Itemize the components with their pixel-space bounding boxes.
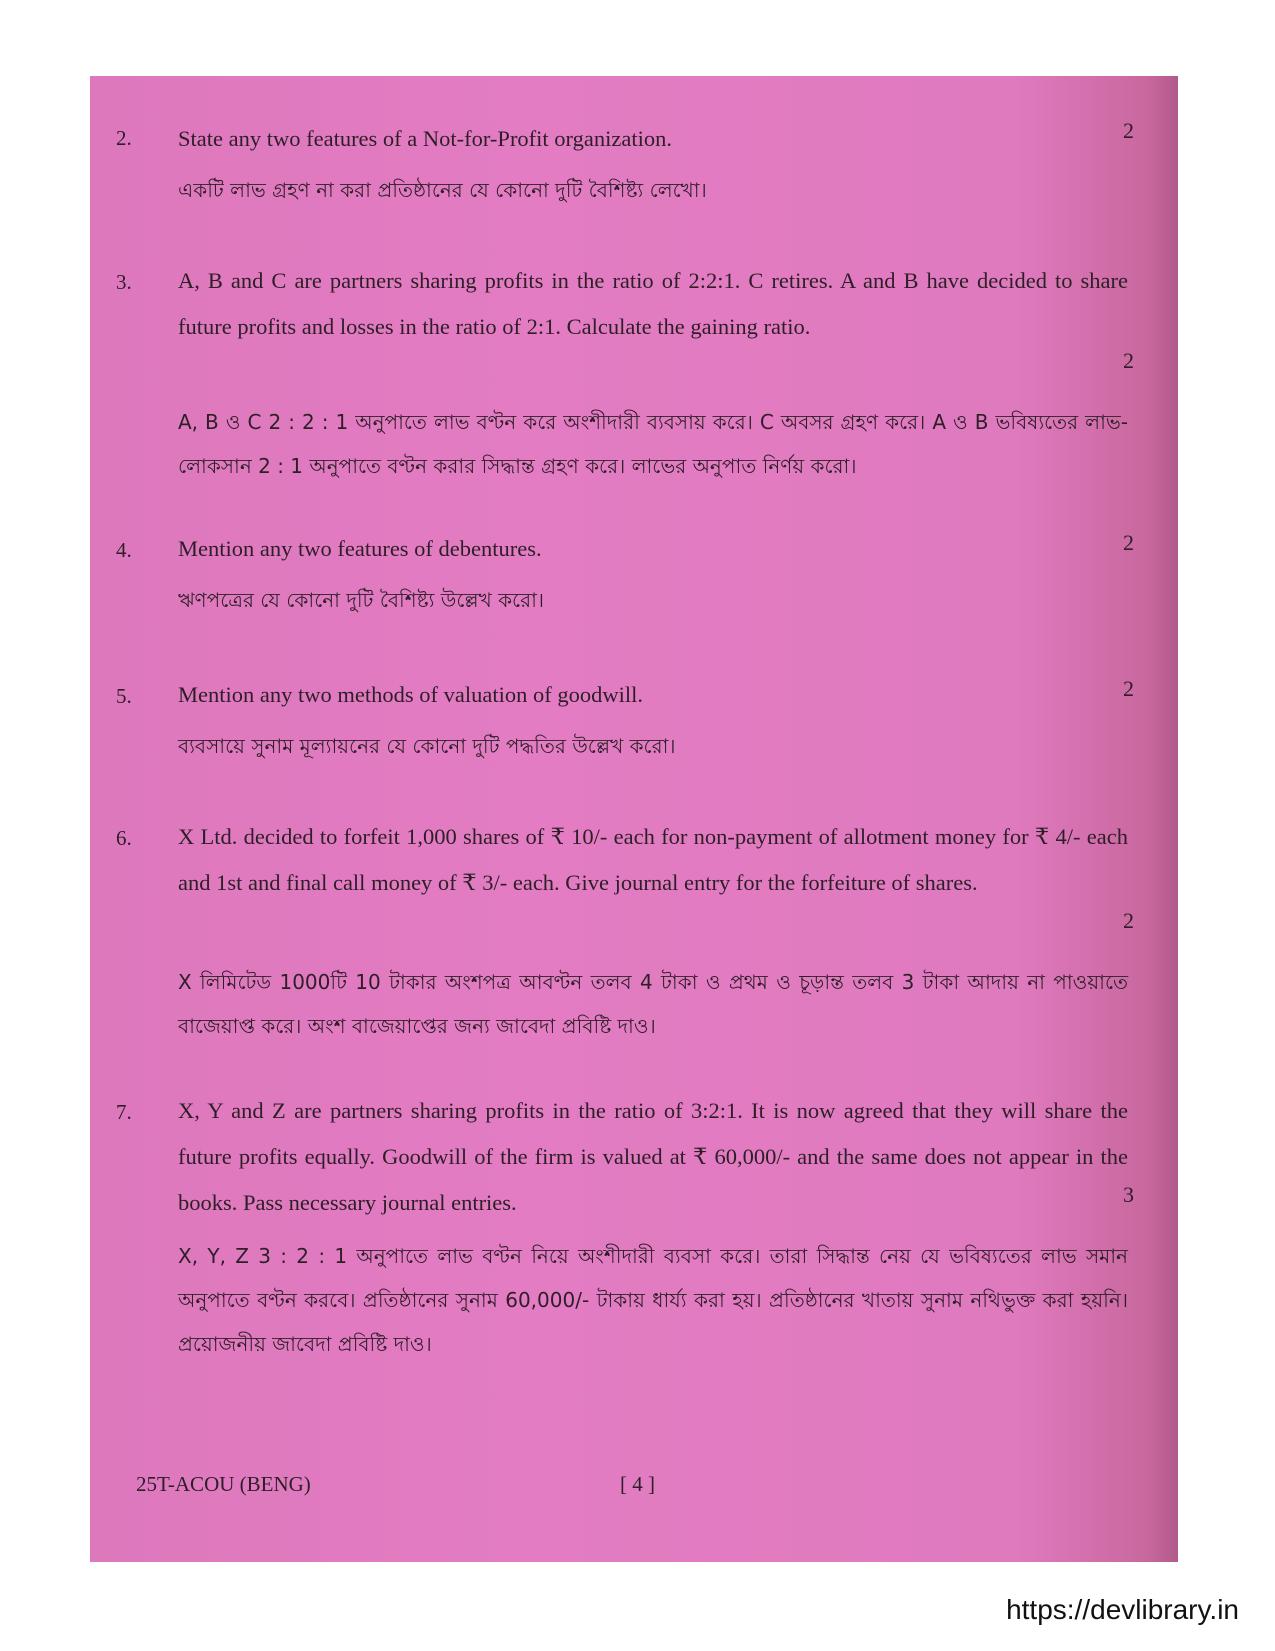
question-marks: 2 (1123, 676, 1134, 701)
question-number: 5. (116, 684, 132, 708)
question-text-english: A, B and C are partners sharing profits in the ratio of 2:2:1. C retires. A and B have decided to share future profits and losses in the ratio of 2:1. Calculate the gaining ratio. (178, 268, 1128, 339)
question-marks: 3 (1123, 1182, 1134, 1207)
question-number: 3. (116, 270, 132, 294)
question-number: 4. (116, 538, 132, 562)
paper-code: 25T-ACOU (BENG) (136, 1472, 311, 1496)
question-text-english: Mention any two methods of valuation of goodwill. (178, 682, 643, 707)
question-number: 6. (116, 826, 132, 850)
question-text-english: X, Y and Z are partners sharing profits in the ratio of 3:2:1. It is now agreed that they will share the future profits equally. Goodwill of the firm is valued at ₹ 60,000/- and the same does not appear in the books. Pass necessary journal entries. (178, 1098, 1128, 1215)
question-text-bengali: ব্যবসায়ে সুনাম মূল্যায়নের যে কোনো দুটি পদ্ধতির উল্লেখ করো। (178, 734, 676, 758)
question-text-english: State any two features of a Not-for-Profit organization. (178, 126, 672, 151)
question-paper-page (90, 76, 1178, 1562)
question-text-bengali: X লিমিটেড 1000টি 10 টাকার অংশপত্র আবণ্টন তলব 4 টাকা ও প্রথম ও চূড়ান্ত তলব 3 টাকা আদায় না পাওয়াতে বাজেয়াপ্ত করে। অংশ বাজেয়াপ্তের জন্য জাবেদা প্রবিষ্টি দাও। (178, 970, 1128, 1038)
question-text-english: Mention any two features of debentures. (178, 536, 542, 561)
question-text-english: X Ltd. decided to forfeit 1,000 shares of ₹ 10/- each for non-payment of allotment money for ₹ 4/- each and 1st and final call money of ₹ 3/- each. Give journal entry for the forfeiture of shares. (178, 824, 1128, 895)
question-text-bengali: একটি লাভ গ্রহণ না করা প্রতিষ্ঠানের যে কোনো দুটি বৈশিষ্ট্য লেখো। (178, 178, 707, 202)
question-marks: 2 (1123, 908, 1134, 933)
question-marks: 2 (1123, 118, 1134, 143)
question-text-bengali: X, Y, Z 3 : 2 : 1 অনুপাতে লাভ বণ্টন নিয়ে অংশীদারী ব্যবসা করে। তারা সিদ্ধান্ত নেয় যে ভবিষ্যতের লাভ সমান অনুপাতে বণ্টন করবে। প্রতিষ্ঠানের সুনাম 60,000/- টাকায় ধার্য্য করা হয়। প্রতিষ্ঠানের খাতায় সুনাম নথিভুক্ত করা হয়নি। প্রয়োজনীয় জাবেদা প্রবিষ্টি দাও। (178, 1244, 1128, 1356)
page-number: [ 4 ] (620, 1472, 655, 1496)
question-text-bengali: ঋণপত্রের যে কোনো দুটি বৈশিষ্ট্য উল্লেখ করো। (178, 588, 545, 612)
question-text-bengali: A, B ও C 2 : 2 : 1 অনুপাতে লাভ বণ্টন করে অংশীদারী ব্যবসায় করে। C অবসর গ্রহণ করে। A ও B ভবিষ্যতের লাভ-লোকসান 2 : 1 অনুপাতে বণ্টন করার সিদ্ধান্ত গ্রহণ করে। লাভের অনুপাত নির্ণয় করো। (178, 410, 1128, 478)
question-marks: 2 (1123, 348, 1134, 373)
question-marks: 2 (1123, 530, 1134, 555)
question-number: 2. (116, 126, 132, 150)
question-number: 7. (116, 1100, 132, 1124)
site-url-watermark: https://devlibrary.in (1006, 1594, 1239, 1625)
